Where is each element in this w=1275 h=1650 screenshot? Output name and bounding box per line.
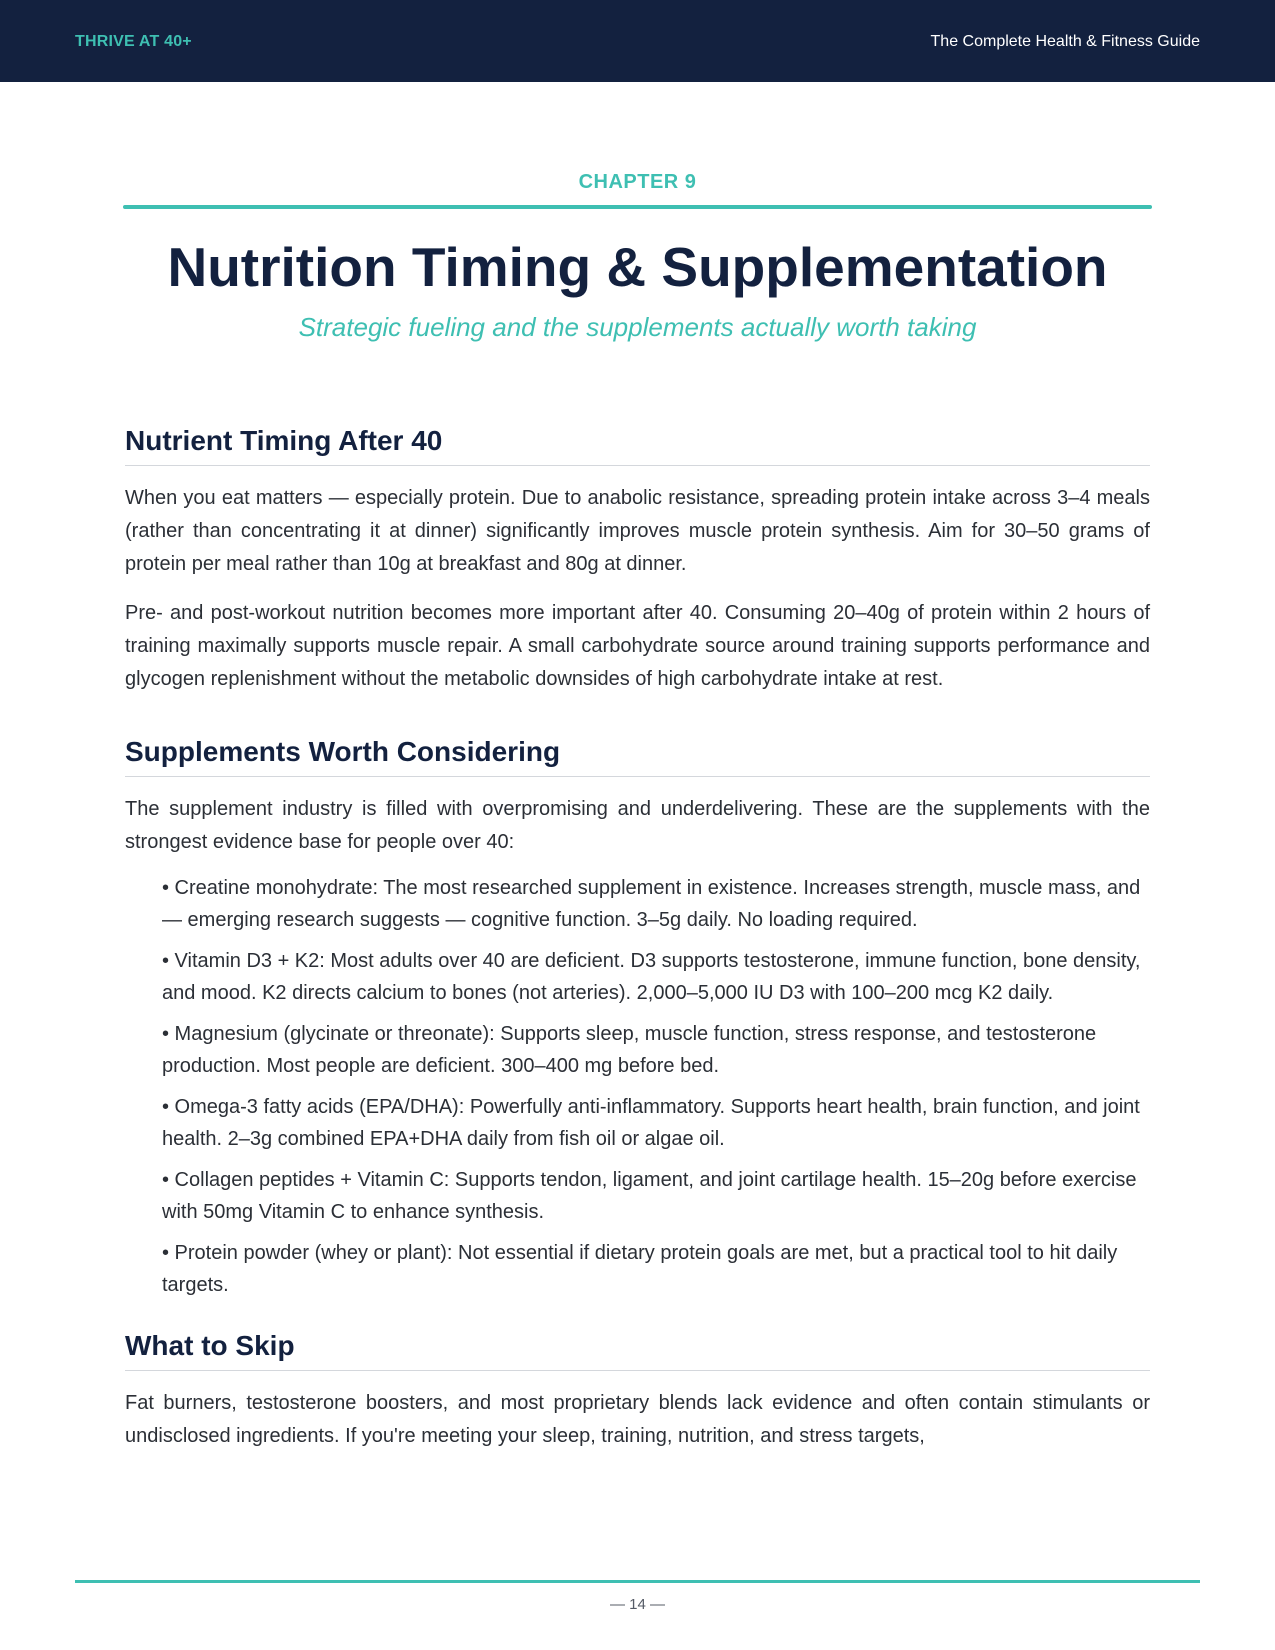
body-paragraph: The supplement industry is filled with overpromising and underdelivering. These are the supplements with the strongest evidence base for people over 40:	[125, 798, 1150, 853]
page-number: — 14 —	[609, 1596, 666, 1613]
section-heading: Nutrient Timing After 40	[125, 424, 1150, 466]
chapter-divider	[123, 205, 1152, 209]
list-item: • Magnesium (glycinate or threonate): Supports sleep, muscle function, stress response, and testosterone production. Most people are deficient. 300–400 mg before bed.	[162, 1023, 1097, 1077]
body-paragraph: When you eat matters — especially protein. Due to anabolic resistance, spreading protein intake across 3–4 meals (rather than concentrating it at dinner) significantly improves muscle protein synthesis. Aim for 30–50 grams of protein per meal rather than 10g at breakfast and 80g at dinner.	[125, 487, 1150, 575]
chapter-label: CHAPTER 9	[578, 171, 697, 193]
page-title: Nutrition Timing & Supplementation	[167, 236, 1108, 298]
page-subtitle: Strategic fueling and the supplements actually worth taking	[298, 312, 977, 342]
body-paragraph: Pre- and post-workout nutrition becomes more important after 40. Consuming 20–40g of protein within 2 hours of training maximally supports muscle repair. A small carbohydrate source around training supports performance and glycogen replenishment without the metabolic downsides of high carbohydrate intake at rest.	[125, 602, 1150, 690]
chapter-content	[125, 424, 1150, 1453]
body-paragraph: Fat burners, testosterone boosters, and most proprietary blends lack evidence and often contain stimulants or undisclosed ingredients. If you're meeting your sleep, training, nutrition, and stress targets,	[125, 1392, 1150, 1447]
guide-title: The Complete Health & Fitness Guide	[930, 33, 1200, 50]
list-item: • Protein powder (whey or plant): Not essential if dietary protein goals are met, but a practical tool to hit daily targets.	[162, 1242, 1118, 1296]
list-item: • Omega-3 fatty acids (EPA/DHA): Powerfully anti-inflammatory. Supports heart health, brain function, and joint health. 2–3g combined EPA+DHA daily from fish oil or algae oil.	[162, 1096, 1140, 1150]
list-item: • Creatine monohydrate: The most researched supplement in existence. Increases strength, muscle mass, and — emerging research suggests — cognitive function. 3–5g daily. No loading required.	[162, 877, 1141, 931]
supplement-list	[125, 872, 1150, 1301]
section-heading: What to Skip	[125, 1329, 1150, 1371]
header-bar	[0, 0, 1275, 82]
footer-divider	[75, 1580, 1200, 1583]
brand-name: THRIVE AT 40+	[75, 33, 192, 50]
section-heading: Supplements Worth Considering	[125, 735, 1150, 777]
list-item: • Collagen peptides + Vitamin C: Supports tendon, ligament, and joint cartilage health. 15–20g before exercise with 50mg Vitamin C to enhance synthesis.	[162, 1169, 1137, 1223]
list-item: • Vitamin D3 + K2: Most adults over 40 are deficient. D3 supports testosterone, immune function, bone density, and mood. K2 directs calcium to bones (not arteries). 2,000–5,000 IU D3 with 100–200 mcg K2 daily.	[162, 950, 1141, 1004]
